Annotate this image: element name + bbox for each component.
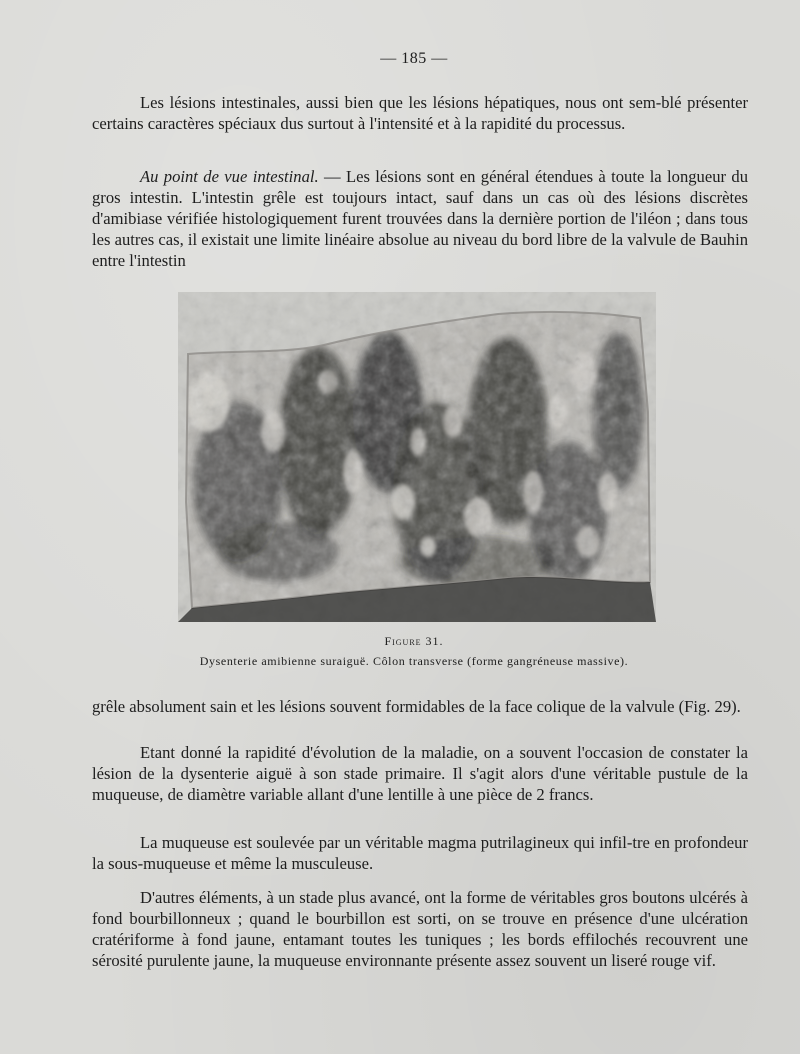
paragraph-acute-dysentery [92,742,748,805]
figure-number: Figure 31. [384,634,444,648]
paragraph-text: Etant donné la rapidité d'évolution de la maladie, on a souvent l'occasion de constater la lésion de la dysenterie aiguë à son stade primaire. Il s'agit alors d'une véritable pustule de la muqueuse, de diamètre variable allant d'une lentille à une pièce de 2 francs. [92,743,748,804]
figure-photograph-colon [178,292,656,622]
paragraph-text: grêle absolument sain et les lésions souvent formidables de la face colique de la valvule (Fig. 29). [92,697,741,716]
paragraph-intestinal-lesions [92,92,748,134]
paragraph-text: D'autres éléments, à un stade plus avancé, ont la forme de véritables gros boutons ulcérés à fond bourbillonneux ; quand le bourbillon est sorti, on se trouve en présence d'une ulcération cratériforme à fond jaune, entamant toutes les tuniques ; les bords effilochés recouvrent une sérosité purulente jaune, la muqueuse environnante présente assez souvent un liseré rouge vif. [92,888,748,970]
figure-caption: Dysenterie amibienne suraiguë. Côlon transverse (forme gangréneuse massive). [199,654,629,668]
figure-label [0,634,800,649]
paragraph-small-intestine [92,696,748,717]
paragraph-text: La muqueuse est soulevée par un véritable magma putrilagineux qui infil-tre en profondeur la sous-muqueuse et même la musculeuse. [92,833,748,873]
section-heading: Au point de vue intestinal. [140,167,319,186]
colon-specimen-illustration [178,292,656,622]
paragraph-intestinal-viewpoint [92,166,748,271]
paragraph-advanced-stage [92,887,748,971]
paragraph-mucosa [92,832,748,874]
paragraph-text: — Les lésions sont en général étendues à toute la longueur du gros intestin. L'intestin grêle est toujours intact, sauf dans un cas où des lésions discrètes d'amibiase vérifiée histologiquement furent trouvées dans la dernière portion de l'iléon ; dans tous les autres cas, il existait une limite linéaire absolue au niveau du bord libre de la valvule de Bauhin entre l'intestin [92,167,748,270]
page-number: — 185 — [380,50,448,67]
paragraph-text: Les lésions intestinales, aussi bien que les lésions hépatiques, nous ont sem-blé présenter certains caractères spéciaux dus surtout à l'intensité et à la rapidité du processus. [92,93,748,133]
